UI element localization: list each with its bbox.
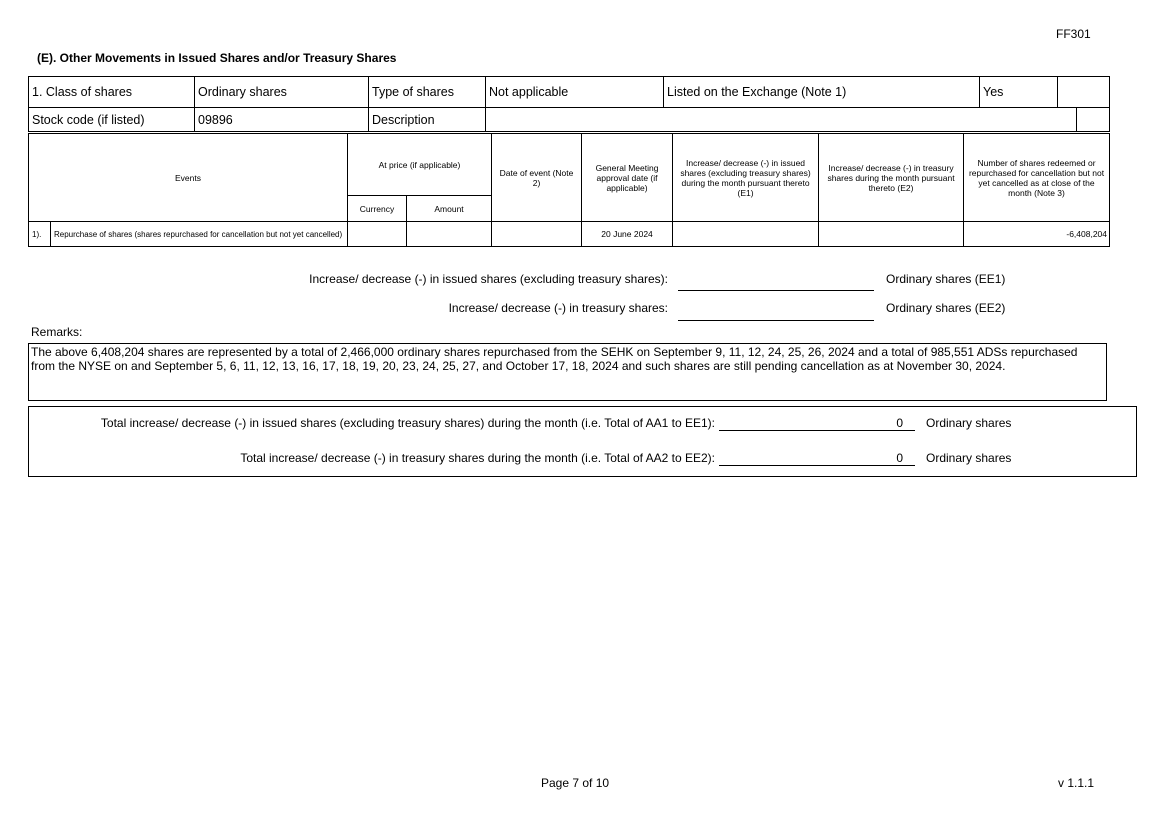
total-issued-value: 0 [896,416,903,430]
summary-treasury-unit: Ordinary shares (EE2) [886,301,1006,315]
header-increase-issued: Increase/ decrease (-) in issued shares (excluding treasury shares) during the month pursuant thereto (E1) [673,134,819,222]
row-increase-treasury [819,222,964,247]
header-currency: Currency [348,196,407,222]
form-code: FF301 [1056,27,1091,41]
remarks-text: The above 6,408,204 shares are represented by a total of 2,466,000 ordinary shares repurchased from the SEHK on September 9, 11, 12, 24, 25, 26, 2024 and a total of 985,551 ADSs repurchased from the NYSE on and September 5, 6, 11, 12, 13, 16, 17, 18, 19, 20, 23, 24, 25, 27, and October 17, 18, 2024 and such shares are still pending cancellation as at November 30, 2024. [28,343,1107,401]
row-currency [348,222,407,247]
total-issued-label: Total increase/ decrease (-) in issued shares (excluding treasury shares) during the month (i.e. Total of AA1 to EE1): [100,416,715,430]
row-event: Repurchase of shares (shares repurchased for cancellation but not yet cancelled) [51,222,348,247]
total-treasury-unit: Ordinary shares [926,451,1012,465]
description-value [486,108,1077,132]
header-increase-treasury: Increase/ decrease (-) in treasury shares during the month pursuant thereto (E2) [819,134,964,222]
total-treasury-value: 0 [896,451,903,465]
summary-issued-label: Increase/ decrease (-) in issued shares (excluding treasury shares): [309,272,668,286]
table-row [29,222,1110,247]
type-label: Type of shares [369,77,486,108]
class-label: 1. Class of shares [29,77,195,108]
totals-box [28,406,1137,477]
description-blank-cell [1077,108,1110,132]
total-treasury-label: Total increase/ decrease (-) in treasury shares during the month (i.e. Total of AA2 to EE2): [240,451,715,465]
summary-treasury-label: Increase/ decrease (-) in treasury shares: [448,301,668,315]
remarks-label: Remarks: [31,325,83,339]
share-info-table [28,76,1110,132]
summary-treasury-value [678,306,874,321]
listed-label: Listed on the Exchange (Note 1) [664,77,980,108]
type-value: Not applicable [486,77,664,108]
header-amount: Amount [407,196,492,222]
row-general-meeting-date: 20 June 2024 [582,222,673,247]
header-date-of-event: Date of event (Note 2) [492,134,582,222]
listed-blank-cell [1058,77,1110,108]
row-redeemed: -6,408,204 [964,222,1110,247]
total-issued-underline [719,416,915,431]
row-date-of-event [492,222,582,247]
total-issued-unit: Ordinary shares [926,416,1012,430]
row-amount [407,222,492,247]
summary-issued-value [678,276,874,291]
stock-code-label: Stock code (if listed) [29,108,195,132]
header-at-price: At price (if applicable) [348,134,492,196]
stock-code-value: 09896 [195,108,369,132]
header-general-meeting: General Meeting approval date (if applicable) [582,134,673,222]
listed-value: Yes [980,77,1058,108]
section-title: (E). Other Movements in Issued Shares and/or Treasury Shares [37,51,397,65]
page-number: Page 7 of 10 [541,776,610,790]
events-table [28,133,1110,247]
summary-issued-unit: Ordinary shares (EE1) [886,272,1006,286]
header-redeemed: Number of shares redeemed or repurchased for cancellation but not yet cancelled as at close of the month (Note 3) [964,134,1110,222]
description-label: Description [369,108,486,132]
class-value: Ordinary shares [195,77,369,108]
total-treasury-underline [719,451,915,466]
row-increase-issued [673,222,819,247]
header-events: Events [29,134,348,222]
version-label: v 1.1.1 [1058,776,1095,790]
row-index: 1). [29,222,51,247]
